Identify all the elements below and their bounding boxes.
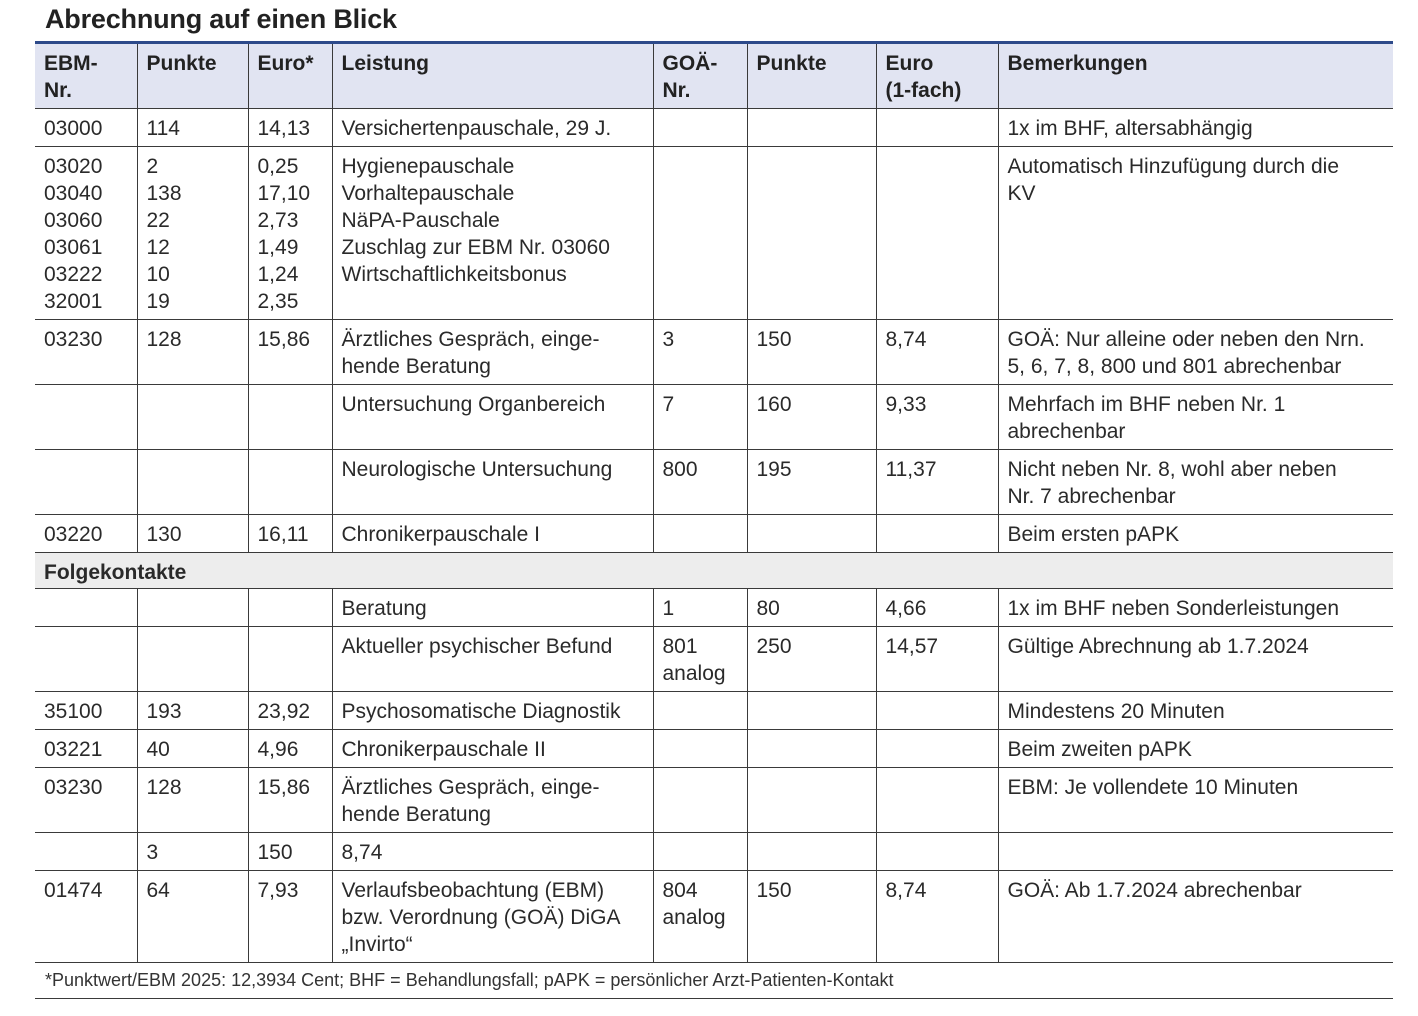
cell-line: 03222 [44,263,103,286]
cell-line: 1x im BHF, altersabhängig [1007,117,1253,140]
cell-line: Gültige Abrechnung ab 1.7.2024 [1007,635,1309,658]
cell-line: 03230 [44,776,103,799]
cell-goae-punkte [747,768,876,833]
cell-line: Vorhaltepauschale [341,182,515,205]
cell-ebm-nr [35,385,137,450]
cell-ebm-nr [35,320,137,385]
cell-leistung [332,589,653,627]
cell-punkte [137,692,248,730]
cell-punkte [137,147,248,320]
cell-line: 03220 [44,523,103,546]
cell-line: 64 [146,879,170,902]
cell-goae-punkte [747,833,876,871]
header-row [35,43,1393,109]
cell-line: 14,13 [257,117,311,140]
cell-goae-euro [876,833,998,871]
table-row [35,692,1393,730]
cell-line: 32001 [44,290,103,313]
cell-line: Nr. 7 abrechenbar [1007,485,1176,508]
cell-goae-nr [653,450,747,515]
cell-line: Chronikerpauschale II [341,738,546,761]
cell-line: 1x im BHF neben Sonderleistungen [1007,597,1340,620]
cell-line: 250 [756,635,792,658]
cell-euro [248,589,332,627]
cell-line: Zuschlag zur EBM Nr. 03060 [341,236,610,259]
cell-line: 16,11 [257,523,309,546]
cell-punkte [137,589,248,627]
cell-line: 19 [146,290,170,313]
table-row [35,730,1393,768]
cell-line: 17,10 [257,182,311,205]
cell-bemerkungen [998,109,1393,147]
table-row [35,589,1393,627]
cell-euro [248,627,332,692]
cell-bemerkungen [998,385,1393,450]
cell-line: 12 [146,236,170,259]
cell-line: 10 [146,263,170,286]
cell-line: 03230 [44,328,103,351]
cell-goae-euro [876,320,998,385]
cell-line: Psychosomatische Diagnostik [341,700,621,723]
cell-goae-nr [653,320,747,385]
cell-goae-punkte [747,627,876,692]
cell-line: 15,86 [257,776,311,799]
cell-line: „Invirto“ [341,933,413,956]
cell-goae-euro [876,871,998,963]
cell-goae-euro [876,147,998,320]
table-row [35,627,1393,692]
cell-goae-euro [876,692,998,730]
cell-ebm-nr [35,692,137,730]
cell-line: 800 [662,458,698,481]
cell-line: EBM: Je vollendete 10 Minuten [1007,776,1299,799]
footnote: *Punktwert/EBM 2025: 12,3934 Cent; BHF = Behandlungsfall; pAPK = persönlicher Arzt-Patienten-Kontakt [45,970,894,990]
cell-line: GOÄ: Nur alleine oder neben den Nrn. [1007,328,1365,351]
cell-line: Automatisch Hinzufügung durch die [1007,155,1340,178]
cell-line: 195 [756,458,792,481]
cell-punkte [137,109,248,147]
cell-line: 7 [662,393,675,416]
cell-euro [248,768,332,833]
cell-line: 138 [146,182,182,205]
cell-bemerkungen [998,730,1393,768]
cell-leistung [332,730,653,768]
cell-leistung [332,385,653,450]
table-row [35,833,1393,871]
cell-line: 150 [756,328,792,351]
cell-leistung [332,450,653,515]
cell-line: 3 [146,841,159,864]
cell-line: 1 [662,597,675,620]
cell-bemerkungen [998,871,1393,963]
header-goae-nr: GOÄ- Nr. [653,43,747,109]
cell-euro [248,833,332,871]
cell-line: GOÄ: Ab 1.7.2024 abrechenbar [1007,879,1302,902]
cell-ebm-nr [35,450,137,515]
cell-line: Neurologische Untersuchung [341,458,613,481]
cell-leistung [332,871,653,963]
section-label: Folgekontakte [35,553,1393,589]
cell-goae-punkte [747,109,876,147]
cell-line: 2,73 [257,209,299,232]
cell-line: 8,74 [341,841,383,864]
cell-line: Ärztliches Gespräch, einge- [341,328,600,351]
cell-goae-nr [653,871,747,963]
cell-ebm-nr [35,871,137,963]
cell-line: Versichertenpauschale, 29 J. [341,117,612,140]
page-title: Abrechnung auf einen Blick [45,4,397,34]
cell-leistung [332,627,653,692]
cell-leistung [332,109,653,147]
table-row [35,147,1393,320]
cell-bemerkungen [998,833,1393,871]
cell-euro [248,692,332,730]
cell-punkte [137,450,248,515]
header-punkte: Punkte [137,43,248,109]
section-row [35,553,1393,589]
cell-leistung [332,833,653,871]
cell-line: 128 [146,776,182,799]
cell-line: Wirtschaftlichkeitsbonus [341,263,567,286]
cell-bemerkungen [998,589,1393,627]
billing-table [35,41,1393,963]
cell-line: 2 [146,155,159,178]
header-euro: Euro* [248,43,332,109]
cell-line: 03020 [44,155,103,178]
cell-goae-euro [876,589,998,627]
cell-goae-euro [876,627,998,692]
cell-ebm-nr [35,589,137,627]
cell-ebm-nr [35,833,137,871]
cell-line: 7,93 [257,879,299,902]
cell-line: Beratung [341,597,427,620]
cell-bemerkungen [998,147,1393,320]
cell-leistung [332,692,653,730]
header-goae-punkte: Punkte [747,43,876,109]
cell-bemerkungen [998,692,1393,730]
cell-line: Mehrfach im BHF neben Nr. 1 [1007,393,1286,416]
cell-goae-punkte [747,692,876,730]
cell-ebm-nr [35,768,137,833]
cell-line: 40 [146,738,170,761]
cell-goae-nr [653,147,747,320]
cell-goae-punkte [747,589,876,627]
cell-line: 3 [662,328,675,351]
cell-leistung [332,320,653,385]
cell-line: 23,92 [257,700,311,723]
cell-line: 4,66 [885,597,927,620]
cell-punkte [137,730,248,768]
cell-line: 128 [146,328,182,351]
footnote-divider [35,998,1393,999]
cell-line: 03221 [44,738,103,761]
cell-goae-punkte [747,385,876,450]
cell-line: 14,57 [885,635,939,658]
cell-line: Untersuchung Organbereich [341,393,606,416]
cell-goae-euro [876,730,998,768]
cell-punkte [137,385,248,450]
cell-punkte [137,768,248,833]
cell-line: 114 [146,117,180,140]
cell-ebm-nr [35,515,137,553]
cell-goae-nr [653,768,747,833]
cell-goae-euro [876,385,998,450]
cell-ebm-nr [35,147,137,320]
cell-goae-punkte [747,730,876,768]
cell-euro [248,450,332,515]
cell-punkte [137,627,248,692]
cell-line: 01474 [44,879,103,902]
cell-line: NäPA-Pauschale [341,209,500,232]
cell-goae-euro [876,768,998,833]
cell-line: analog [662,662,726,685]
cell-line: Beim ersten pAPK [1007,523,1180,546]
cell-line: KV [1007,182,1036,205]
cell-goae-punkte [747,320,876,385]
cell-line: analog [662,906,726,929]
table-row [35,515,1393,553]
cell-euro [248,730,332,768]
cell-bemerkungen [998,450,1393,515]
cell-line: 0,25 [257,155,299,178]
cell-line: hende Beratung [341,803,491,826]
header-leistung: Leistung [332,43,653,109]
cell-goae-nr [653,385,747,450]
cell-line: Aktueller psychischer Befund [341,635,613,658]
cell-line: Verlaufsbeobachtung (EBM) [341,879,605,902]
cell-goae-punkte [747,515,876,553]
cell-line: bzw. Verordnung (GOÄ) DiGA [341,906,621,929]
table-row [35,109,1393,147]
cell-ebm-nr [35,730,137,768]
cell-line: 2,35 [257,290,299,313]
cell-line: 03040 [44,182,103,205]
cell-punkte [137,871,248,963]
cell-line: 8,74 [885,328,927,351]
cell-line: 4,96 [257,738,299,761]
cell-line: 150 [756,879,792,902]
cell-euro [248,320,332,385]
cell-line: 801 [662,635,698,658]
cell-line: Chronikerpauschale I [341,523,540,546]
cell-goae-euro [876,450,998,515]
cell-goae-nr [653,692,747,730]
cell-line: 35100 [44,700,103,723]
cell-line: 804 [662,879,698,902]
cell-line: 15,86 [257,328,311,351]
cell-goae-nr [653,515,747,553]
table-row [35,320,1393,385]
cell-goae-nr [653,627,747,692]
cell-goae-euro [876,109,998,147]
table-row [35,385,1393,450]
cell-punkte [137,515,248,553]
cell-line: 8,74 [885,879,927,902]
cell-euro [248,515,332,553]
cell-line: 11,37 [885,458,937,481]
cell-euro [248,109,332,147]
cell-line: 03000 [44,117,103,140]
cell-line: 130 [146,523,182,546]
cell-line: 1,49 [257,236,299,259]
cell-euro [248,385,332,450]
cell-line: Hygienepauschale [341,155,515,178]
cell-bemerkungen [998,768,1393,833]
cell-line: 5, 6, 7, 8, 800 und 801 abrechenbar [1007,355,1342,378]
cell-ebm-nr [35,109,137,147]
header-goae-euro: Euro (1-fach) [876,43,998,109]
cell-line: 1,24 [257,263,299,286]
cell-bemerkungen [998,627,1393,692]
cell-line: Ärztliches Gespräch, einge- [341,776,600,799]
cell-leistung [332,515,653,553]
cell-goae-nr [653,109,747,147]
cell-line: hende Beratung [341,355,491,378]
cell-line: 80 [756,597,780,620]
cell-euro [248,147,332,320]
cell-line: 03060 [44,209,103,232]
cell-euro [248,871,332,963]
cell-line: 22 [146,209,170,232]
cell-leistung [332,768,653,833]
cell-bemerkungen [998,320,1393,385]
cell-line: 150 [257,841,293,864]
cell-line: abrechenbar [1007,420,1126,443]
cell-punkte [137,320,248,385]
table-row [35,768,1393,833]
cell-line: 160 [756,393,792,416]
cell-goae-punkte [747,147,876,320]
cell-goae-euro [876,515,998,553]
cell-leistung [332,147,653,320]
cell-line: 193 [146,700,182,723]
table-row [35,450,1393,515]
cell-goae-punkte [747,871,876,963]
cell-punkte [137,833,248,871]
cell-goae-nr [653,833,747,871]
cell-line: 9,33 [885,393,927,416]
cell-goae-nr [653,730,747,768]
cell-line: Nicht neben Nr. 8, wohl aber neben [1007,458,1337,481]
cell-line: Beim zweiten pAPK [1007,738,1192,761]
cell-goae-nr [653,589,747,627]
table-row [35,871,1393,963]
cell-line: 03061 [44,236,103,259]
cell-ebm-nr [35,627,137,692]
cell-line: Mindestens 20 Minuten [1007,700,1225,723]
cell-bemerkungen [998,515,1393,553]
cell-goae-punkte [747,450,876,515]
header-ebm-nr: EBM- Nr. [35,43,137,109]
header-bemerkungen: Bemerkungen [998,43,1393,109]
